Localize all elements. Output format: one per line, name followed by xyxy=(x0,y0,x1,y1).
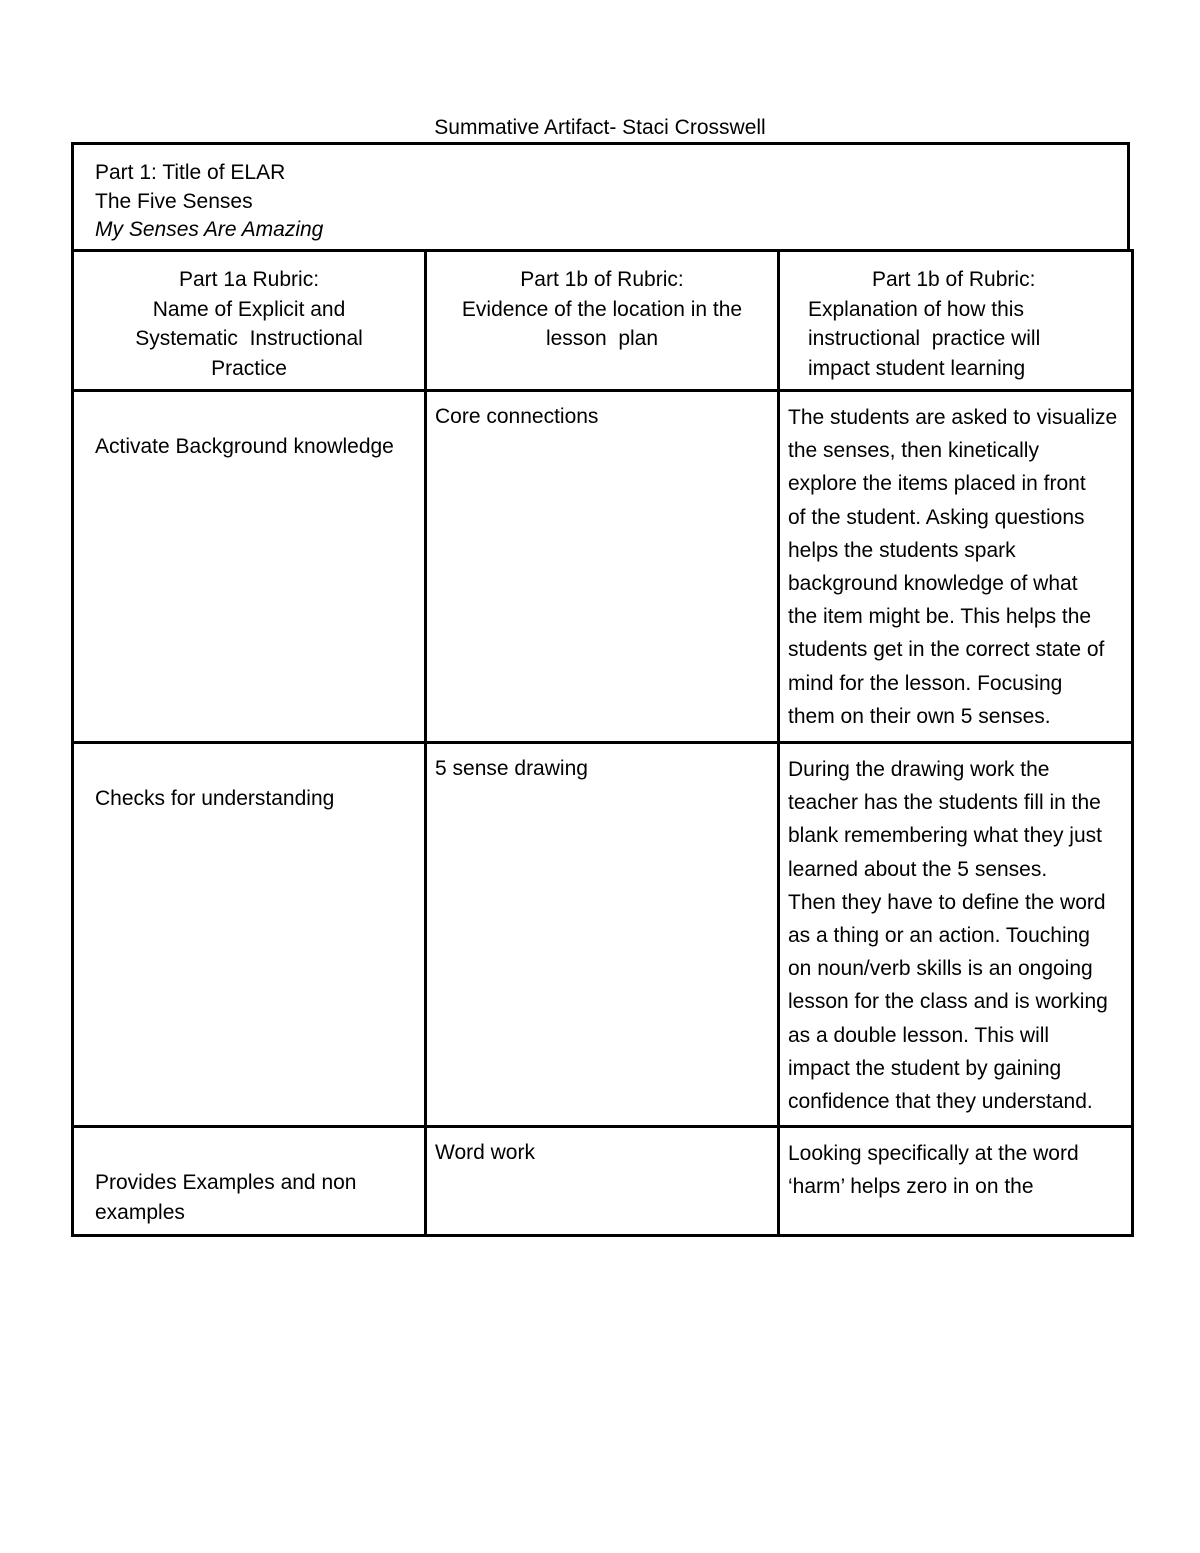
explanation-cell xyxy=(779,1127,1133,1236)
explanation-line: ‘harm’ helps zero in on the xyxy=(788,1175,1034,1199)
header-practice-name xyxy=(73,251,426,391)
rubric-header-row xyxy=(73,251,1133,391)
practice-name-cell: Provides Examples and non examples xyxy=(73,1127,426,1236)
explanation-line: During the drawing work the xyxy=(788,758,1050,781)
explanation-line: learned about the 5 senses. xyxy=(788,857,1048,881)
rubric-table xyxy=(71,249,1134,1237)
header-line: lesson plan xyxy=(545,327,659,350)
explanation-line: as a double lesson. This will xyxy=(788,1023,1050,1047)
explanation-cell xyxy=(779,391,1133,743)
explanation-line: on noun/verb skills is an ongoing xyxy=(788,957,1093,981)
header-line: Part 1b of Rubric: xyxy=(872,268,1036,291)
explanation-line: lesson for the class and is working xyxy=(788,990,1108,1014)
document-title: Summative Artifact- Staci Crosswell xyxy=(434,116,766,139)
part1-title-box xyxy=(71,142,1130,251)
evidence-location-cell: 5 sense drawing xyxy=(426,743,779,1127)
explanation-cell xyxy=(779,743,1133,1127)
explanation-line: the senses, then kinetically xyxy=(788,439,1039,463)
explanation-line: impact the student by gaining xyxy=(788,1056,1062,1080)
explanation-line: confidence that they understand. xyxy=(788,1090,1093,1114)
evidence-location-cell: Core connections xyxy=(426,391,779,743)
header-line: Systematic Instructional xyxy=(135,327,363,350)
part1-label: Part 1: Title of ELAR xyxy=(95,161,286,184)
explanation-line: Looking specifically at the word xyxy=(788,1142,1079,1165)
explanation-line: of the student. Asking questions xyxy=(788,505,1085,529)
explanation-line: explore the items placed in front xyxy=(788,472,1086,496)
part1-topic: The Five Senses xyxy=(95,189,253,213)
evidence-location-cell: Word work xyxy=(426,1127,779,1236)
explanation-line: mind for the lesson. Focusing xyxy=(788,671,1063,695)
header-explanation xyxy=(779,251,1133,391)
explanation-line: students get in the correct state of xyxy=(788,638,1105,662)
explanation-line: background knowledge of what xyxy=(788,572,1078,596)
header-line: impact student learning xyxy=(808,356,1026,380)
header-line: Part 1b of Rubric: xyxy=(520,268,684,291)
explanation-line: blank remembering what they just xyxy=(788,824,1102,848)
explanation-line: The students are asked to visualize xyxy=(788,406,1118,429)
header-evidence-location xyxy=(426,251,779,391)
practice-name-cell: Activate Background knowledge xyxy=(73,391,426,743)
part1-lesson-title: My Senses Are Amazing xyxy=(95,218,324,241)
header-line: Name of Explicit and xyxy=(152,297,346,321)
explanation-line: Then they have to define the word xyxy=(788,890,1106,914)
table-row xyxy=(73,743,1133,1127)
header-line: Part 1a Rubric: xyxy=(178,268,320,291)
explanation-line: teacher has the students fill in the xyxy=(788,791,1101,815)
header-line: Explanation of how this xyxy=(808,297,1024,321)
explanation-line: them on their own 5 senses. xyxy=(788,704,1051,728)
header-line: Evidence of the location in the xyxy=(461,297,743,321)
table-row xyxy=(73,391,1133,743)
explanation-line: the item might be. This helps the xyxy=(788,605,1092,629)
table-row xyxy=(73,1127,1133,1236)
explanation-line: helps the students spark xyxy=(788,538,1016,562)
practice-name-cell: Checks for understanding xyxy=(73,743,426,1127)
header-line: instructional practice will xyxy=(808,327,1041,350)
header-line: Practice xyxy=(211,356,287,380)
explanation-line: as a thing or an action. Touching xyxy=(788,924,1090,948)
